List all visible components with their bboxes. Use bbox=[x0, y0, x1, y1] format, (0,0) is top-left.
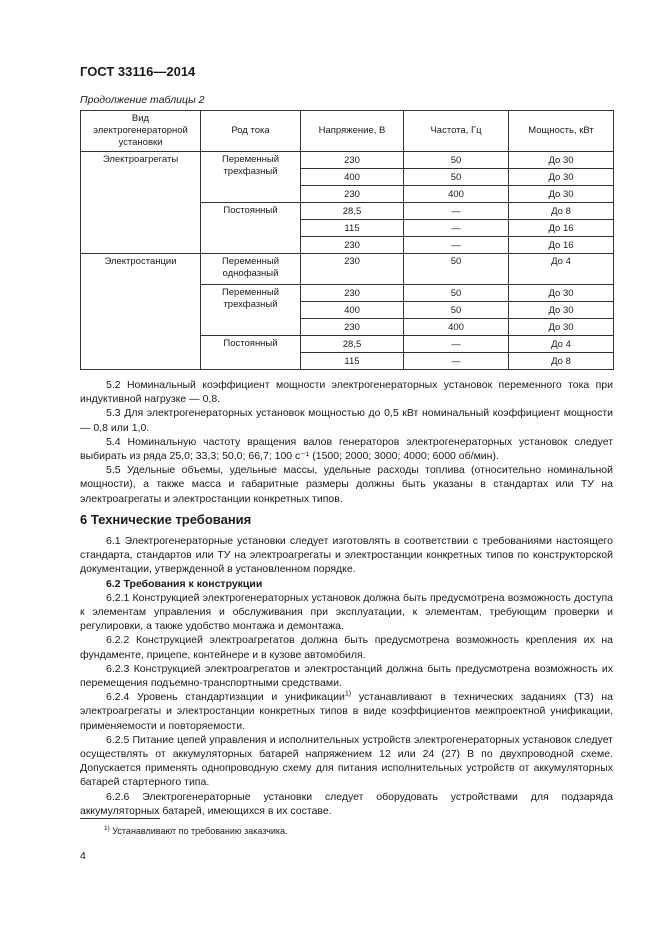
voltage-cell: 28,5 bbox=[301, 203, 404, 220]
footnote-divider bbox=[80, 818, 160, 819]
voltage-cell: 230 bbox=[301, 319, 404, 336]
paragraph-5-5: 5.5 Удельные объемы, удельные массы, удельные расходы топлива (относительно номинальной мощности), а также масса и габаритные размеры должны быть указаны в стандартах или ТУ на электроагрегаты и электростанции конкретных типов. bbox=[80, 464, 613, 505]
voltage-cell: 230 bbox=[301, 186, 404, 203]
paragraph-6-2-2: 6.2.2 Конструкцией электроагрегатов должна быть предусмотрена возможность крепления их на фундаменте, прицепе, контейнере и в кузове автомобиля. bbox=[80, 634, 613, 661]
paragraph-6-2-5: 6.2.5 Питание цепей управления и исполнительных устройств электрогенераторных установок следует осуществлять от аккумуляторных батарей напряжением 12 или 24 (27) В по двухпроводной схеме. Допускается применять однопроводную схему для питания исполнительных устройств от аккумуляторных батарей стартерного типа. bbox=[80, 733, 613, 789]
document-header: ГОСТ 33116—2014 bbox=[80, 64, 196, 79]
voltage-cell: 400 bbox=[301, 302, 404, 319]
current-type-cell: Постоянный bbox=[201, 336, 301, 370]
power-cell: До 30 bbox=[509, 169, 614, 186]
frequency-cell: — bbox=[404, 237, 509, 254]
voltage-cell: 230 bbox=[301, 152, 404, 169]
section-6-body bbox=[80, 534, 613, 818]
power-cell: До 30 bbox=[509, 186, 614, 203]
installation-type-cell: Электроагрегаты bbox=[81, 152, 201, 254]
power-cell: До 16 bbox=[509, 237, 614, 254]
paragraph-5-2: 5.2 Номинальный коэффициент мощности электрогенераторных установок переменного тока при индуктивной нагрузке — 0,8. bbox=[80, 379, 613, 406]
header-power: Мощность, кВт bbox=[509, 111, 614, 152]
voltage-cell: 230 bbox=[301, 237, 404, 254]
section-5-paragraphs bbox=[80, 378, 613, 506]
power-cell: До 8 bbox=[509, 353, 614, 370]
power-cell: До 30 bbox=[509, 285, 614, 302]
paragraph-5-4: 5.4 Номинальную частоту вращения валов генераторов электрогенераторных установок следует выбирать из ряда 25,0; 33,3; 50,0; 66,7; 100 с⁻¹ (1500; 2000; 3000; 4000; 6000 об/мин). bbox=[80, 435, 613, 463]
current-type-cell: Постоянный bbox=[201, 203, 301, 254]
footnote-reference[interactable]: 1) bbox=[344, 690, 352, 698]
frequency-cell: — bbox=[404, 336, 509, 353]
power-cell: До 16 bbox=[509, 220, 614, 237]
paragraph-6-2-4-end: устанавливают в технических заданиях (ТЗ) на электроагрегаты и электростанции конкретных типов в виде коэффициентов межпроектной унификации, применяемости и повторяемости. bbox=[80, 691, 614, 732]
voltage-cell: 115 bbox=[301, 353, 404, 370]
voltage-cell: 28,5 bbox=[301, 336, 404, 353]
voltage-cell: 230 bbox=[301, 254, 404, 285]
header-voltage: Напряжение, В bbox=[301, 111, 404, 152]
power-cell: До 4 bbox=[509, 336, 614, 353]
frequency-cell: — bbox=[404, 220, 509, 237]
frequency-cell: — bbox=[404, 353, 509, 370]
subsection-6-2-title: 6.2 Требования к конструкции bbox=[106, 577, 263, 590]
voltage-cell: 230 bbox=[301, 285, 404, 302]
frequency-cell: 50 bbox=[404, 302, 509, 319]
current-type-cell: Переменный трехфазный bbox=[201, 152, 301, 203]
specs-table bbox=[80, 110, 614, 370]
current-type-cell: Переменный однофазный bbox=[201, 254, 301, 285]
header-current-type: Род тока bbox=[201, 111, 301, 152]
power-cell: До 4 bbox=[509, 254, 614, 285]
header-installation-type: Вид электрогенераторной установки bbox=[81, 111, 201, 152]
paragraph-6-2-6: 6.2.6 Электрогенераторные установки следует оборудовать устройствами для подзаряда аккумуляторных батарей, имеющихся в их составе. bbox=[80, 790, 613, 817]
frequency-cell: 50 bbox=[404, 254, 509, 285]
power-cell: До 30 bbox=[509, 319, 614, 336]
frequency-cell: — bbox=[404, 203, 509, 220]
frequency-cell: 50 bbox=[404, 169, 509, 186]
power-cell: До 30 bbox=[509, 302, 614, 319]
current-type-cell: Переменный трехфазный bbox=[201, 285, 301, 336]
table-row bbox=[81, 254, 614, 285]
installation-type-cell: Электростанции bbox=[81, 254, 201, 370]
frequency-cell: 400 bbox=[404, 186, 509, 203]
paragraph-6-2-4 bbox=[80, 690, 613, 733]
table-header-row bbox=[81, 111, 614, 152]
footnote bbox=[104, 826, 288, 836]
section-6-title: 6 Технические требования bbox=[80, 512, 252, 527]
page-number: 4 bbox=[80, 850, 86, 862]
frequency-cell: 50 bbox=[404, 152, 509, 169]
paragraph-6-1: 6.1 Электрогенераторные установки следует изготовлять в соответствии с требованиями настоящего стандарта, стандартов или ТУ на электроагрегаты и электростанции конкретных типов по конструкторской документации, утвержденной в установленном порядке. bbox=[80, 535, 613, 576]
paragraph-5-3: 5.3 Для электрогенераторных установок мощностью до 0,5 кВт номинальный коэффициент мощности — 0,8 или 1,0. bbox=[80, 407, 613, 434]
power-cell: До 30 bbox=[509, 152, 614, 169]
paragraph-6-2-4-start: 6.2.4 Уровень стандартизации и унификации bbox=[106, 691, 345, 704]
paragraph-6-2-3: 6.2.3 Конструкцией электроагрегатов и электростанций должна быть предусмотрена возможность их перемещения подъемно-транспортными средствами. bbox=[80, 662, 613, 690]
table-row bbox=[81, 152, 614, 169]
voltage-cell: 115 bbox=[301, 220, 404, 237]
footnote-marker: 1) bbox=[104, 825, 110, 832]
power-cell: До 8 bbox=[509, 203, 614, 220]
frequency-cell: 400 bbox=[404, 319, 509, 336]
footnote-text: Устанавливают по требованию заказчика. bbox=[112, 826, 288, 836]
paragraph-6-2-1: 6.2.1 Конструкцией электрогенераторных установок должна быть предусмотрена возможность доступа к элементам управления и обслуживания при эксплуатации, к элементам, требующим проверки и регулировки, а также удобство монтажа и демонтажа. bbox=[80, 591, 613, 633]
voltage-cell: 400 bbox=[301, 169, 404, 186]
table-caption: Продолжение таблицы 2 bbox=[80, 94, 205, 106]
header-frequency: Частота, Гц bbox=[404, 111, 509, 152]
frequency-cell: 50 bbox=[404, 285, 509, 302]
